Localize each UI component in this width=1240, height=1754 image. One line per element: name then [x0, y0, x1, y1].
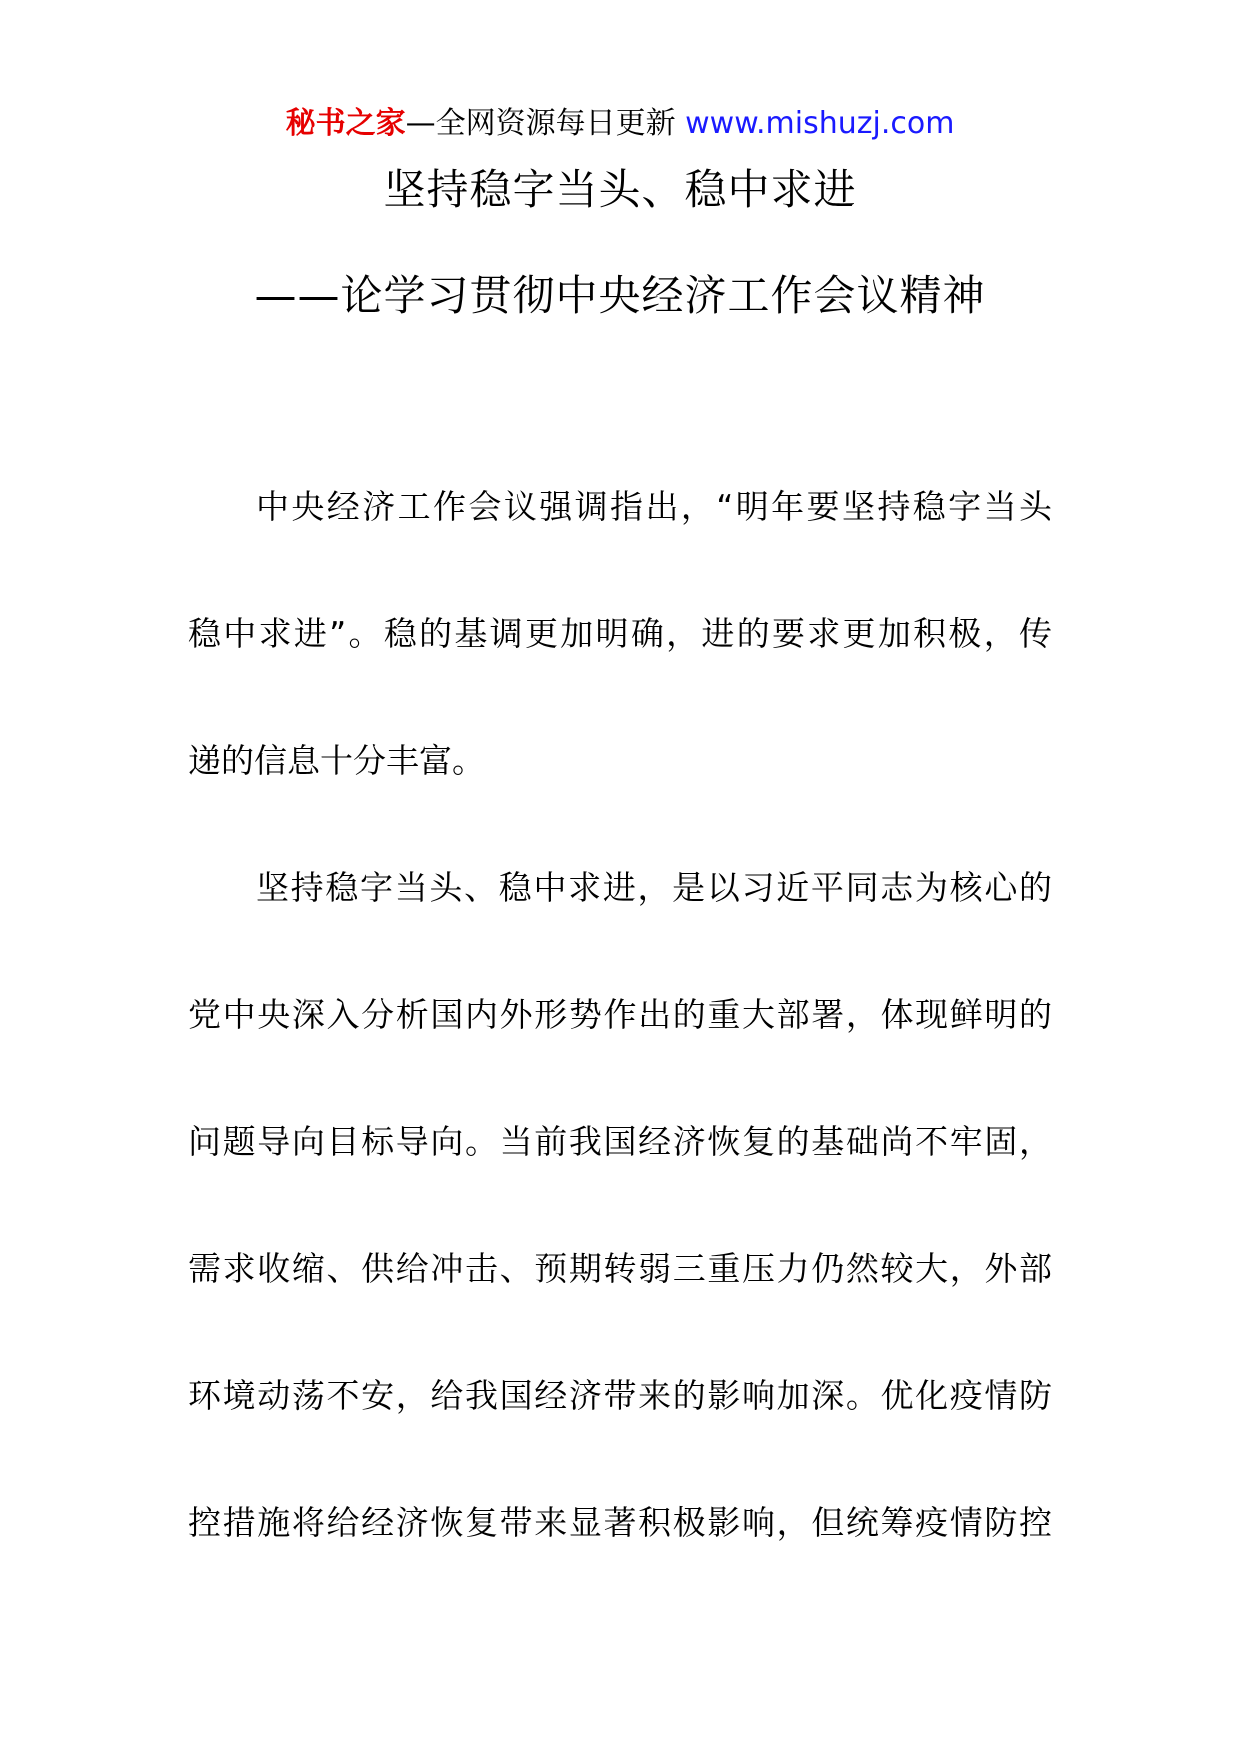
- body-line: 递的信息十分丰富。: [188, 741, 485, 780]
- article-body: [188, 487, 1052, 1633]
- body-line: 控措施将给经济恢复带来显著积极影响，但统筹疫情防控: [188, 1503, 1052, 1542]
- brand-name: 秘书之家: [285, 106, 406, 141]
- body-line: 需求收缩、供给冲击、预期转弱三重压力仍然较大，外部: [188, 1249, 1052, 1288]
- page-title: 坚持稳字当头、稳中求进: [383, 165, 857, 214]
- header-tagline: —全网资源每日更新: [405, 106, 676, 141]
- body-line: 稳中求进”。稳的基调更加明确，进的要求更加积极，传: [188, 614, 1052, 653]
- body-line: 党中央深入分析国内外形势作出的重大部署，体现鲜明的: [188, 995, 1052, 1034]
- body-line: 坚持稳字当头、稳中求进，是以习近平同志为核心的: [256, 868, 1052, 907]
- body-line: 中央经济工作会议强调指出，“明年要坚持稳字当头: [256, 487, 1052, 526]
- site-url-link[interactable]: www.mishuzj.com: [685, 106, 955, 141]
- body-line: 环境动荡不安，给我国经济带来的影响加深。优化疫情防: [188, 1376, 1052, 1415]
- page-subtitle: ——论学习贯彻中央经济工作会议精神: [254, 271, 986, 320]
- body-line: 问题导向目标导向。当前我国经济恢复的基础尚不牢固，: [188, 1122, 1052, 1161]
- site-header: [0, 104, 1240, 144]
